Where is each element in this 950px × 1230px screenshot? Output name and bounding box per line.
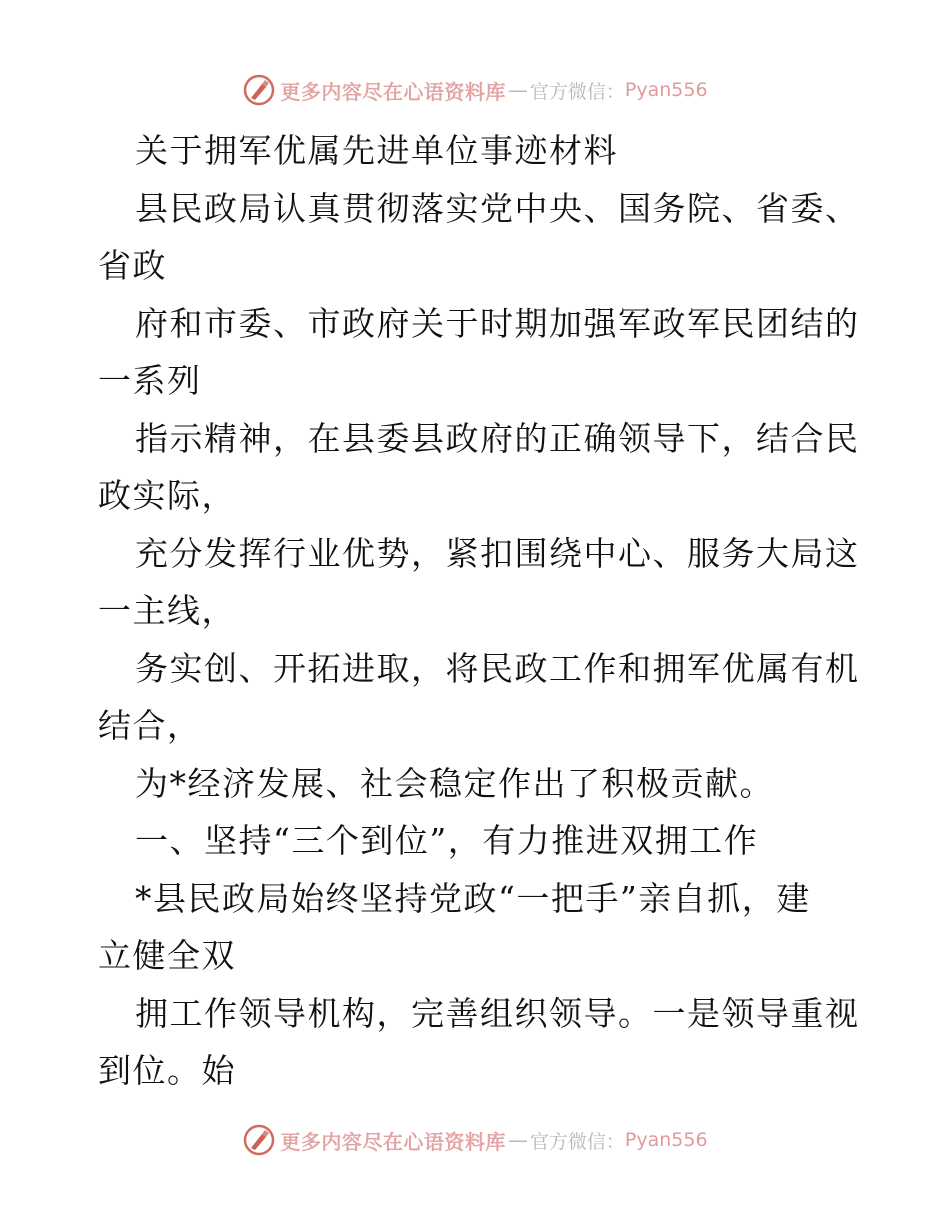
watermark-site-text: 更多内容尽在心语资料库 xyxy=(280,79,506,104)
text-line: 省政 xyxy=(98,246,167,285)
text-line: 一系列 xyxy=(98,361,202,400)
watermark-separator: — xyxy=(507,1128,528,1152)
text-line: 指示精神，在县委县政府的正确领导下，结合民 xyxy=(135,418,860,458)
footer-watermark xyxy=(0,1120,950,1160)
text-line: 立健全双 xyxy=(98,936,236,975)
watermark-wechat-label: 官方微信： xyxy=(529,80,625,103)
text-line: 县民政局认真贯彻落实党中央、国务院、省委、 xyxy=(135,188,860,228)
text-line: 为*经济发展、社会稳定作出了积极贡献。 xyxy=(135,763,774,803)
pen-nib-logo-icon xyxy=(242,73,276,107)
pen-nib-logo-icon xyxy=(242,1123,276,1157)
text-line: 务实创、开拓进取，将民政工作和拥军优属有机 xyxy=(135,648,860,688)
text-line: 一主线， xyxy=(98,591,236,630)
text-line: 充分发挥行业优势，紧扣围绕中心、服务大局这 xyxy=(135,533,860,573)
text-line: *县民政局始终坚持党政“一把手”亲自抓，建 xyxy=(135,878,811,918)
text-line: 府和市委、市政府关于时期加强军政军民团结的 xyxy=(135,303,860,343)
document-body xyxy=(98,122,858,1100)
text-line: 结合， xyxy=(98,706,202,745)
watermark-wechat-id: Pyan556 xyxy=(624,1129,708,1151)
text-line: 一、坚持“三个到位”，有力推进双拥工作 xyxy=(135,821,759,860)
watermark-wechat-id: Pyan556 xyxy=(624,79,708,101)
watermark-site-text: 更多内容尽在心语资料库 xyxy=(280,1129,506,1154)
text-line: 拥工作领导机构，完善组织领导。一是领导重视 xyxy=(135,993,860,1033)
text-line: 关于拥军优属先进单位事迹材料 xyxy=(135,131,618,170)
header-watermark xyxy=(0,70,950,110)
text-line: 政实际， xyxy=(98,476,236,515)
watermark-wechat-label: 官方微信： xyxy=(529,1130,625,1153)
text-line: 到位。始 xyxy=(98,1051,236,1090)
watermark-separator: — xyxy=(507,78,528,102)
